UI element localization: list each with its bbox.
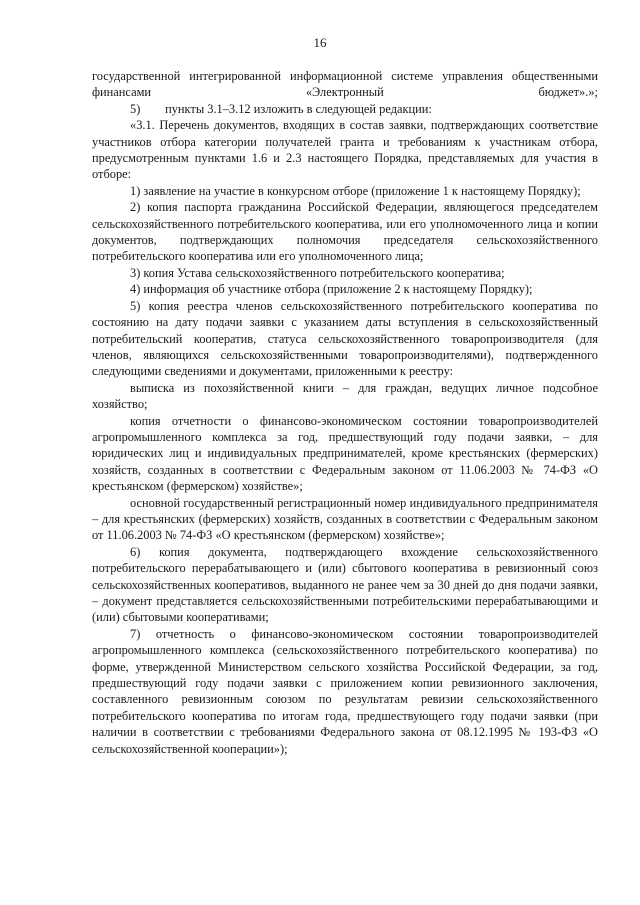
list-item-7: 7) отчетность о финансово-экономическом состоянии товаропроизводителей агропромышленного комплекса (сельскохозяйственного потребительского кооператива) по форме, утвержденной Министерством сельского хозяйства Российской Федерации, за год, предшествующий году подачи заявки с приложением копии ревизионного заключения, составленного ревизионным союзом по результатам ревизии сельскохозяйственного потребительского кооператива по итогам года, предшествующего году подачи заявки (при наличии в соответствии с требованиями Федерального закона от 08.12.1995 № 193-ФЗ «О сельскохозяйственной кооперации»);: [92, 626, 598, 756]
paragraph-item-5: 5) пункты 3.1–3.12 изложить в следующей редакции:: [130, 101, 432, 116]
paragraph-continuation: государственной интегрированной информационной системе управления общественными финансами «Электронный бюджет».»;: [92, 69, 598, 100]
list-item-6: 6) копия документа, подтверждающего вхождение сельскохозяйственного потребительского перерабатывающего и (или) сбытового кооператива в ревизионный союз сельскохозяйственных кооперативов, выданного не ранее чем за 30 дней до дня подачи заявки, – документ представляется сельскохозяйственными потребительскими перерабатывающими и (или) сбытовыми кооперативами;: [92, 544, 598, 625]
list-item-3: 3) копия Устава сельскохозяйственного потребительского кооператива;: [130, 265, 505, 280]
list-item-5: 5) копия реестра членов сельскохозяйственного потребительского кооператива по состоянию на дату подачи заявки с указанием даты вступления в сельскохозяйственный потребительский кооператив, статуса сельскохозяйственного товаропроизводителя (для членов, являющихся сельскохозяйственными товаропроизводителями), подтвержденного следующими сведениями и документами, приложенными к реестру:: [92, 298, 598, 379]
page-number: 16: [313, 35, 327, 50]
paragraph-3-1-intro: «3.1. Перечень документов, входящих в состав заявки, подтверждающих соответствие участников отбора категории получателей гранта и требованиям к участникам отбора, предусмотренным пунктами 1.6 и 2.3 настоящего Порядка, представляемых для участия в отборе:: [92, 118, 598, 182]
document-body: [92, 68, 598, 757]
list-item-5-extract: выписка из похозяйственной книги – для граждан, ведущих личное подсобное хозяйство;: [92, 380, 598, 412]
list-item-5-ogrn: основной государственный регистрационный номер индивидуального предпринимателя – для крестьянских (фермерских) хозяйств, созданных в соответствии с Федеральным законом от 11.06.2003 № 74-ФЗ «О крестьянском (фермерском) хозяйстве»;: [92, 495, 598, 543]
list-item-5-report-copy: копия отчетности о финансово-экономическом состоянии товаропроизводителей агропромышленного комплекса за год, предшествующий году подачи заявки, – для юридических лиц и индивидуальных предпринимателей, кроме крестьянских (фермерских) хозяйств, созданных в соответствии с Федеральным законом от 11.06.2003 № 74-ФЗ «О крестьянском (фермерском) хозяйстве»;: [92, 413, 598, 494]
list-item-4: 4) информация об участнике отбора (приложение 2 к настоящему Порядку);: [130, 282, 533, 297]
list-item-1: 1) заявление на участие в конкурсном отборе (приложение 1 к настоящему Порядку);: [130, 183, 581, 198]
list-item-2: 2) копия паспорта гражданина Российской Федерации, являющегося председателем сельскохозяйственного потребительского кооператива, или его уполномоченного лица и копии документов, подтверждающих полномочия председателя сельскохозяйственного потребительского кооператива или его уполномоченного лица;: [92, 200, 598, 264]
